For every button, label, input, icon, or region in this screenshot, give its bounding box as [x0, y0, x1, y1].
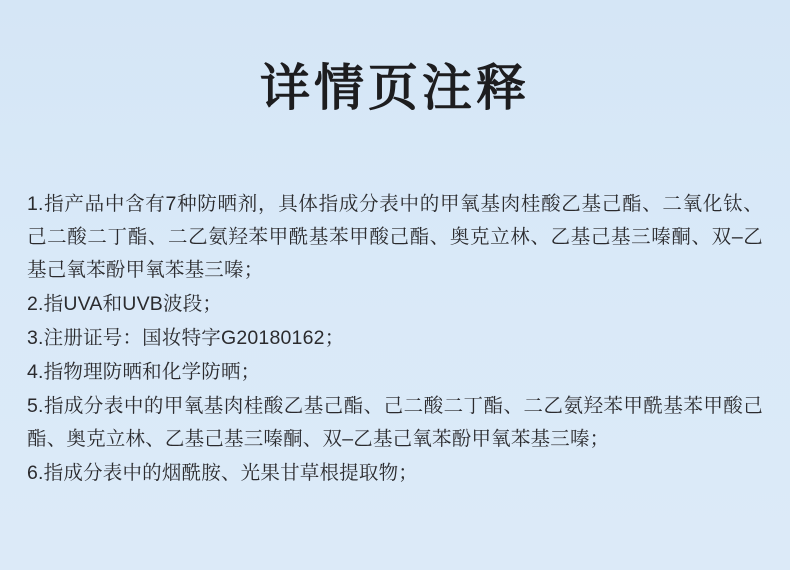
note-item: 2.指UVA和UVB波段； [27, 293, 223, 315]
note-item: 3.注册证号：国妆特字G20180162； [27, 327, 345, 349]
note-item: 1.指产品中含有7种防晒剂，具体指成分表中的甲氧基肉桂酸乙基己酯、二氧化钛、己二酸二丁酯、二乙氨羟苯甲酰基苯甲酸己酯、奥克立林、乙基己基三嗪酮、双–乙基己氧苯酚甲氧苯基三嗪； [27, 193, 763, 281]
note-item: 4.指物理防晒和化学防晒； [27, 361, 261, 383]
note-item: 6.指成分表中的烟酰胺、光果甘草根提取物； [27, 462, 418, 484]
notes-list [27, 188, 763, 491]
note-item: 5.指成分表中的甲氧基肉桂酸乙基己酯、己二酸二丁酯、二乙氨羟苯甲酰基苯甲酸己酯、奥克立林、乙基己基三嗪酮、双–乙基己氧苯酚甲氧苯基三嗪； [27, 395, 763, 450]
page-title: 详情页注释 [260, 60, 530, 116]
